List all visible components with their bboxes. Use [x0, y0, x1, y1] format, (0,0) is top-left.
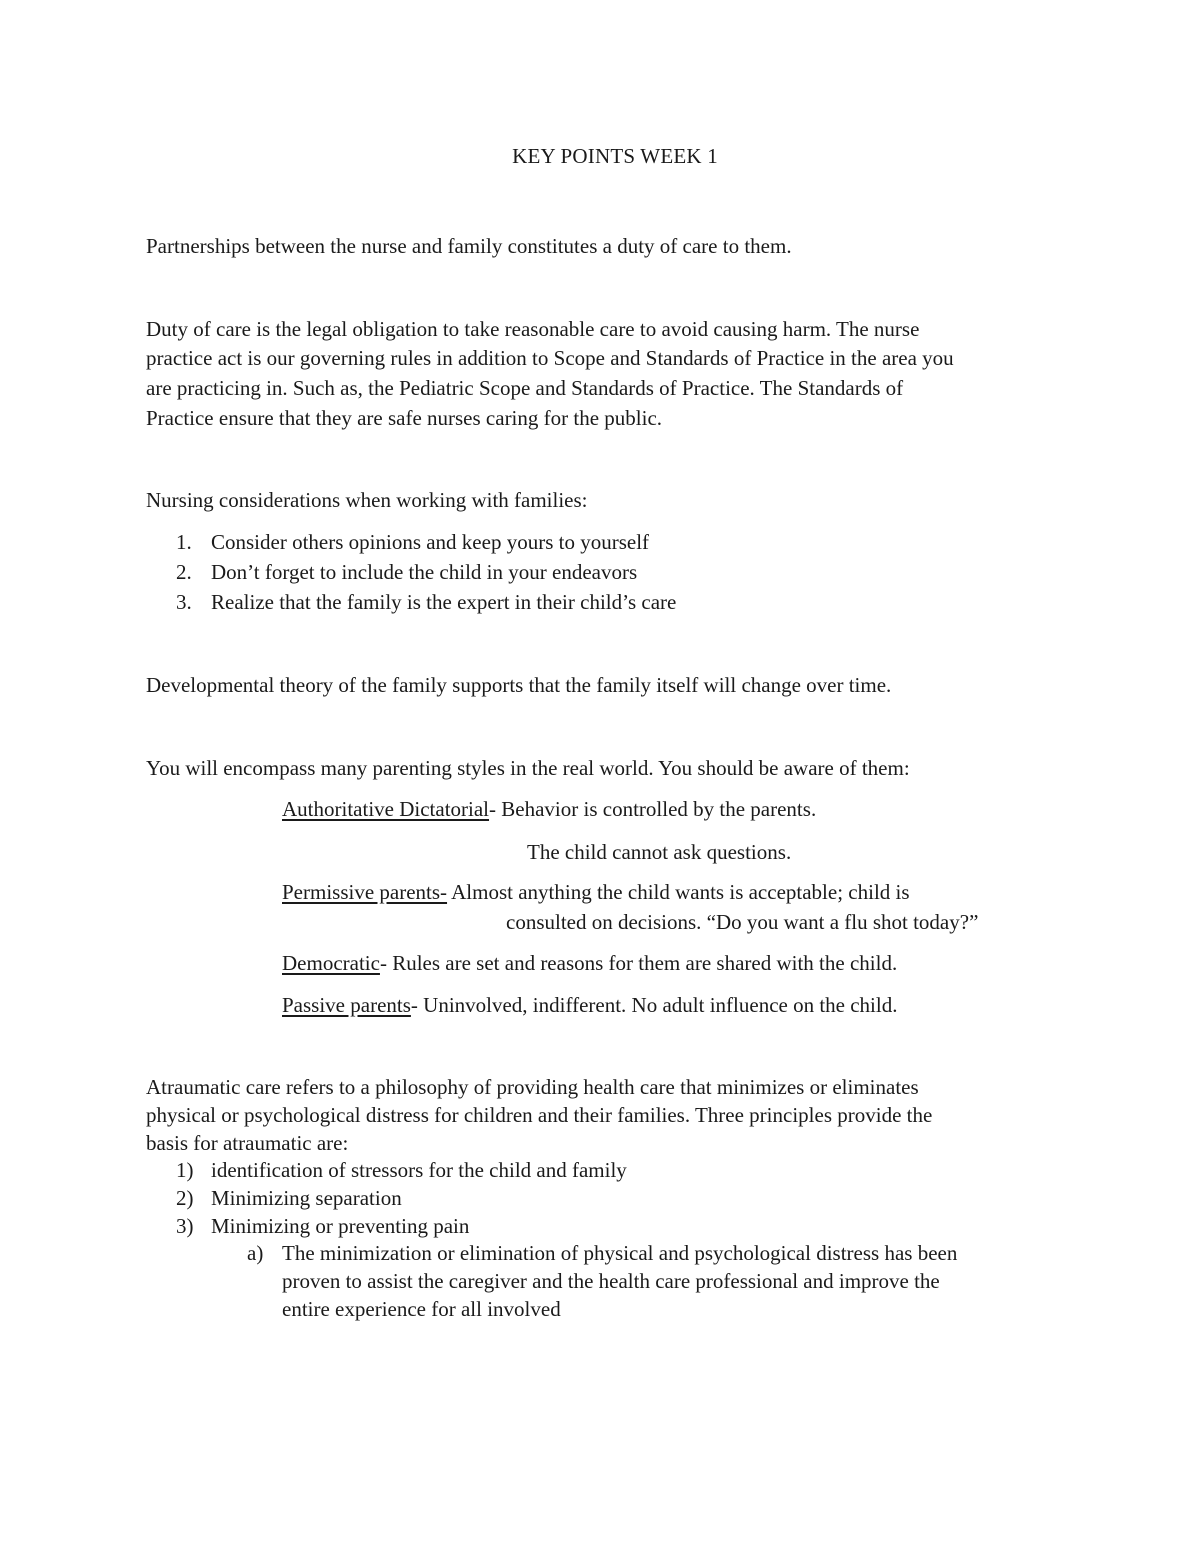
- style-term: Permissive parents-: [282, 880, 448, 904]
- list-number: 1): [176, 1158, 194, 1182]
- list-item: Don’t forget to include the child in your endeavors: [211, 560, 638, 584]
- section-intro: You will encompass many parenting styles in the real world. You should be aware of them:: [146, 756, 910, 780]
- parenting-style-permissive: [282, 882, 910, 903]
- list-number: 3.: [176, 590, 192, 614]
- section-intro: Nursing considerations when working with families:: [146, 488, 588, 512]
- paragraph-line: Practice ensure that they are safe nurses caring for the public.: [146, 406, 663, 430]
- list-number: 3): [176, 1214, 194, 1238]
- paragraph-line: are practicing in. Such as, the Pediatric Scope and Standards of Practice. The Standards of: [146, 376, 904, 400]
- style-continuation: The child cannot ask questions.: [527, 840, 792, 864]
- style-description: - Uninvolved, indifferent. No adult influence on the child.: [410, 993, 898, 1017]
- style-description: - Rules are set and reasons for them are shared with the child.: [379, 951, 898, 975]
- list-item: identification of stressors for the child and family: [211, 1158, 627, 1182]
- sublist-letter: a): [247, 1241, 264, 1265]
- parenting-style-democratic: [282, 953, 897, 974]
- list-number: 2.: [176, 560, 192, 584]
- paragraph-line: Duty of care is the legal obligation to take reasonable care to avoid causing harm. The nurse: [146, 317, 920, 341]
- developmental-theory-paragraph: Developmental theory of the family supports that the family itself will change over time.: [146, 673, 892, 697]
- sublist-line: proven to assist the caregiver and the health care professional and improve the: [282, 1269, 940, 1293]
- parenting-style-passive: [282, 995, 897, 1016]
- list-number: 2): [176, 1186, 194, 1210]
- sublist-line: entire experience for all involved: [282, 1297, 561, 1321]
- style-term: Democratic: [282, 951, 380, 975]
- list-number: 1.: [176, 530, 192, 554]
- paragraph-line: physical or psychological distress for children and their families. Three principles provide the: [146, 1103, 933, 1127]
- list-item: Realize that the family is the expert in their child’s care: [211, 590, 677, 614]
- paragraph-line: basis for atraumatic are:: [146, 1131, 349, 1155]
- style-term: Passive parents: [282, 993, 411, 1017]
- sublist-line: The minimization or elimination of physical and psychological distress has been: [282, 1241, 958, 1265]
- parenting-style-authoritative: [282, 799, 816, 820]
- list-item: Consider others opinions and keep yours to yourself: [211, 530, 650, 554]
- style-description: Almost anything the child wants is acceptable; child is: [447, 880, 910, 904]
- list-item: Minimizing or preventing pain: [211, 1214, 470, 1238]
- style-continuation: consulted on decisions. “Do you want a flu shot today?”: [506, 910, 979, 934]
- style-description: - Behavior is controlled by the parents.: [489, 797, 817, 821]
- paragraph-line: Atraumatic care refers to a philosophy of providing health care that minimizes or eliminates: [146, 1075, 919, 1099]
- paragraph-line: practice act is our governing rules in addition to Scope and Standards of Practice in the area you: [146, 346, 954, 370]
- list-item: Minimizing separation: [211, 1186, 402, 1210]
- style-term: Authoritative Dictatorial: [282, 797, 490, 821]
- page-title: KEY POINTS WEEK 1: [512, 144, 718, 168]
- partnership-paragraph: Partnerships between the nurse and family constitutes a duty of care to them.: [146, 234, 792, 258]
